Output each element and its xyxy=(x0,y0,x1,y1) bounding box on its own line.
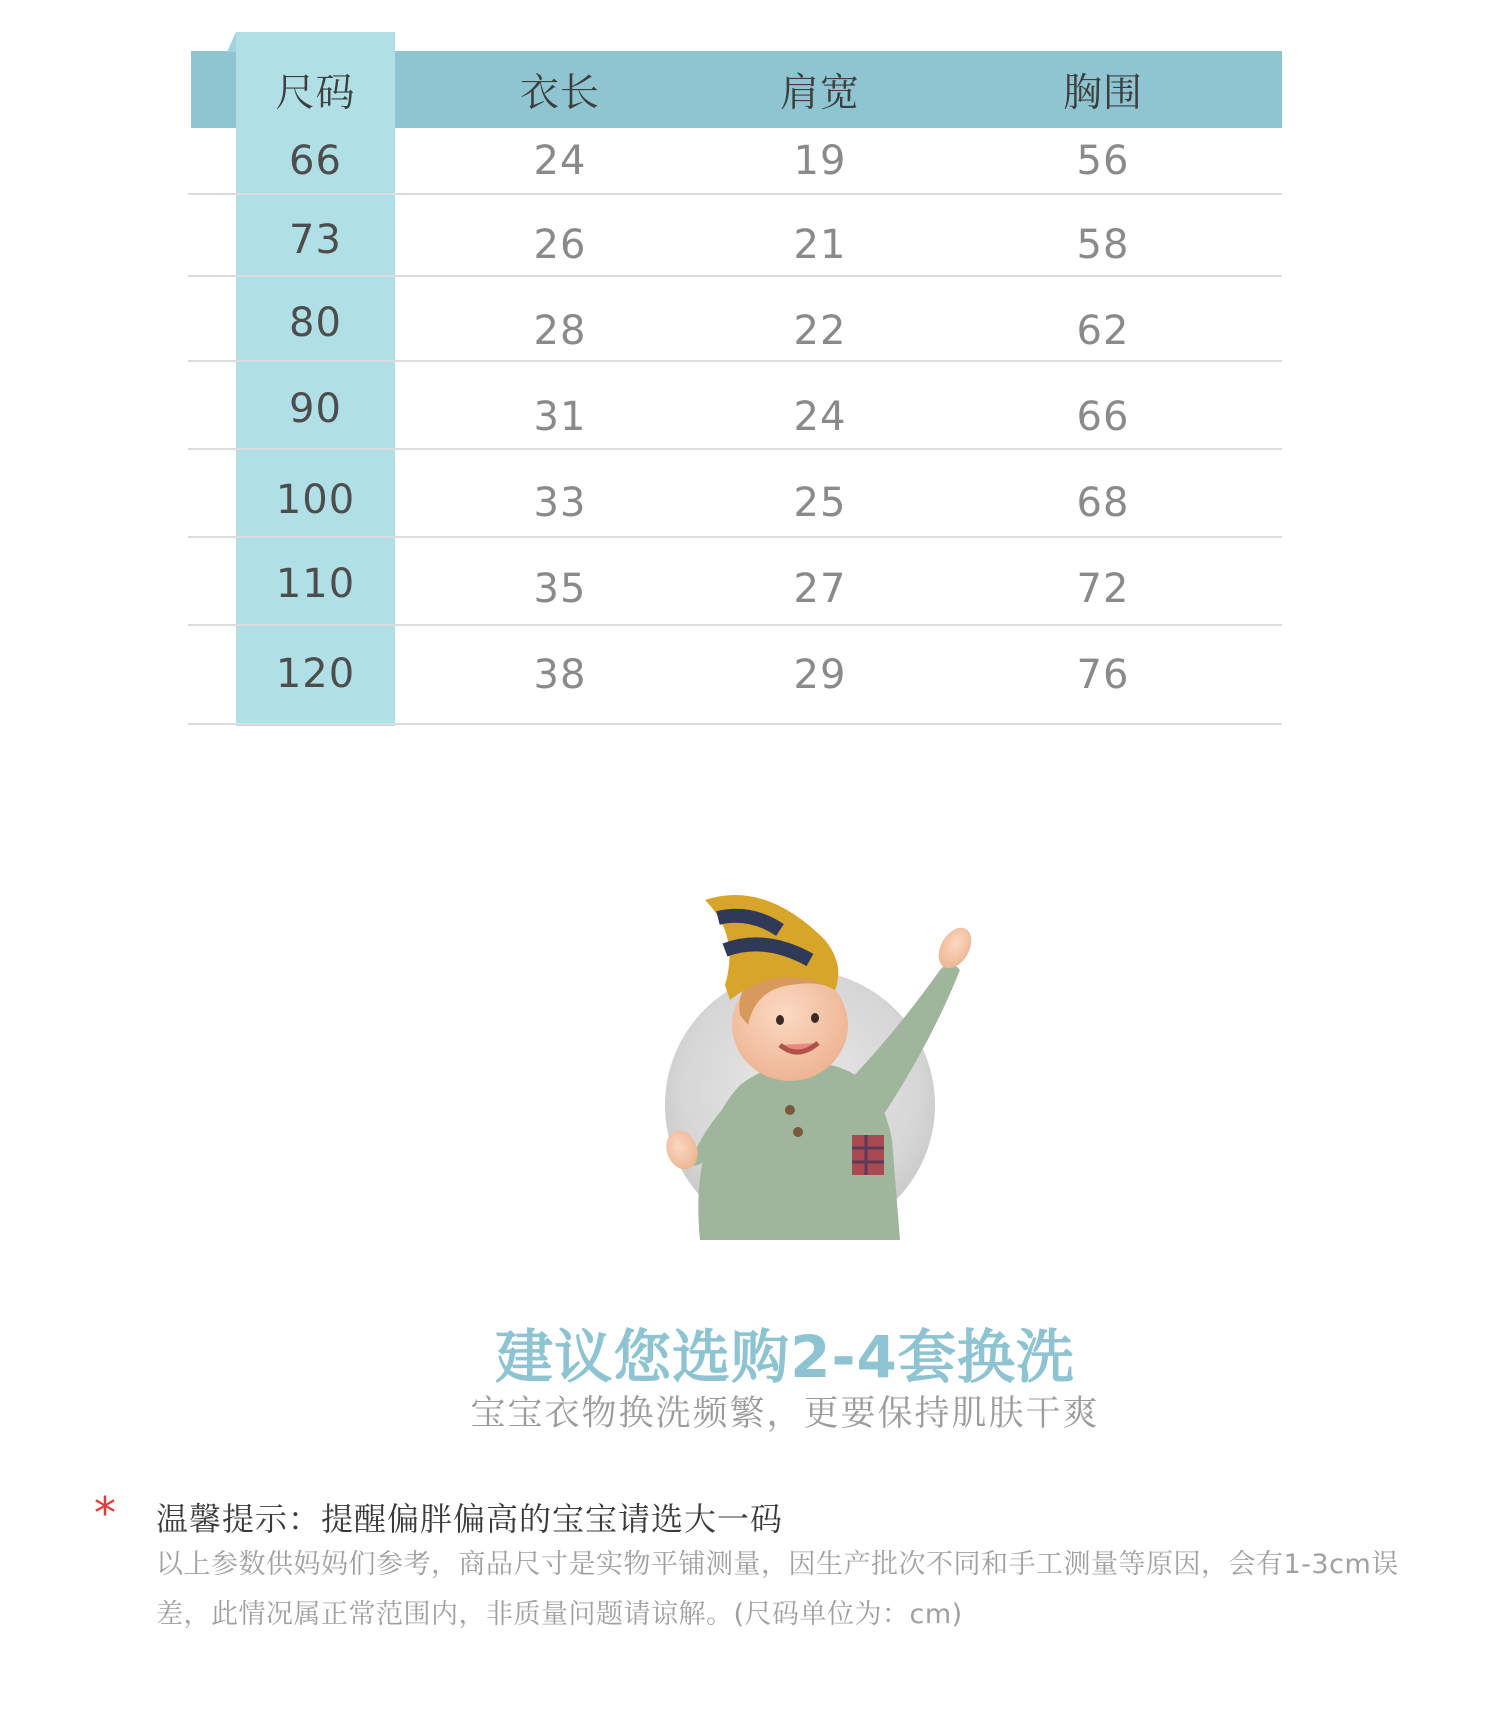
cell-chest: 66 xyxy=(1076,394,1130,440)
row-divider xyxy=(188,360,1282,362)
cell-chest: 62 xyxy=(1076,308,1130,354)
row-divider xyxy=(188,624,1282,626)
cell-chest: 56 xyxy=(1076,138,1130,184)
cell-length: 31 xyxy=(533,394,587,440)
cell-shoulder: 27 xyxy=(793,566,847,612)
cell-length: 26 xyxy=(533,222,587,268)
cell-length: 38 xyxy=(533,652,587,698)
row-divider xyxy=(188,448,1282,450)
cell-shoulder: 22 xyxy=(793,308,847,354)
raised-hand xyxy=(932,922,978,974)
cell-shoulder: 24 xyxy=(793,394,847,440)
size-column-tab xyxy=(227,32,236,52)
suggestion-subline: 宝宝衣物换洗频繁，更要保持肌肤干爽 xyxy=(470,1394,1100,1434)
cell-size: 100 xyxy=(275,477,356,523)
cell-shoulder: 21 xyxy=(793,222,847,268)
cell-length: 28 xyxy=(533,308,587,354)
cell-size: 73 xyxy=(289,217,342,263)
cell-size: 110 xyxy=(275,561,356,607)
cell-shoulder: 25 xyxy=(793,480,847,526)
cell-chest: 68 xyxy=(1076,480,1130,526)
cell-size: 90 xyxy=(289,386,342,432)
baby-photo xyxy=(630,840,1030,1240)
cell-shoulder: 19 xyxy=(793,138,847,184)
tip-body: 以上参数供妈妈们参考，商品尺寸是实物平铺测量，因生产批次不同和手工测量等原因，会有1-3cm误差，此情况属正常范围内，非质量问题请谅解。(尺码单位为：cm) xyxy=(156,1549,1399,1630)
header-length: 衣长 xyxy=(519,70,600,116)
cell-size: 80 xyxy=(289,300,342,346)
row-divider xyxy=(188,193,1282,195)
size-table xyxy=(0,0,1500,730)
header-chest: 胸围 xyxy=(1062,70,1143,116)
cell-chest: 72 xyxy=(1076,566,1130,612)
cell-length: 33 xyxy=(533,480,587,526)
plaid-pocket xyxy=(852,1135,884,1175)
row-divider xyxy=(188,275,1282,277)
cell-chest: 58 xyxy=(1076,222,1130,268)
header-shoulder: 肩宽 xyxy=(779,70,860,116)
header-size: 尺码 xyxy=(275,70,356,116)
cell-size: 66 xyxy=(289,138,342,184)
cell-size: 120 xyxy=(275,651,356,697)
cell-chest: 76 xyxy=(1076,652,1130,698)
cell-length: 24 xyxy=(533,138,587,184)
tip-title: 温馨提示：提醒偏胖偏高的宝宝请选大一码 xyxy=(156,1500,784,1538)
row-divider xyxy=(188,536,1282,538)
suggestion-headline: 建议您选购2-4套换洗 xyxy=(495,1323,1075,1391)
asterisk-icon: * xyxy=(94,1488,116,1539)
cell-length: 35 xyxy=(533,566,587,612)
row-divider xyxy=(188,723,1282,725)
cell-shoulder: 29 xyxy=(793,652,847,698)
